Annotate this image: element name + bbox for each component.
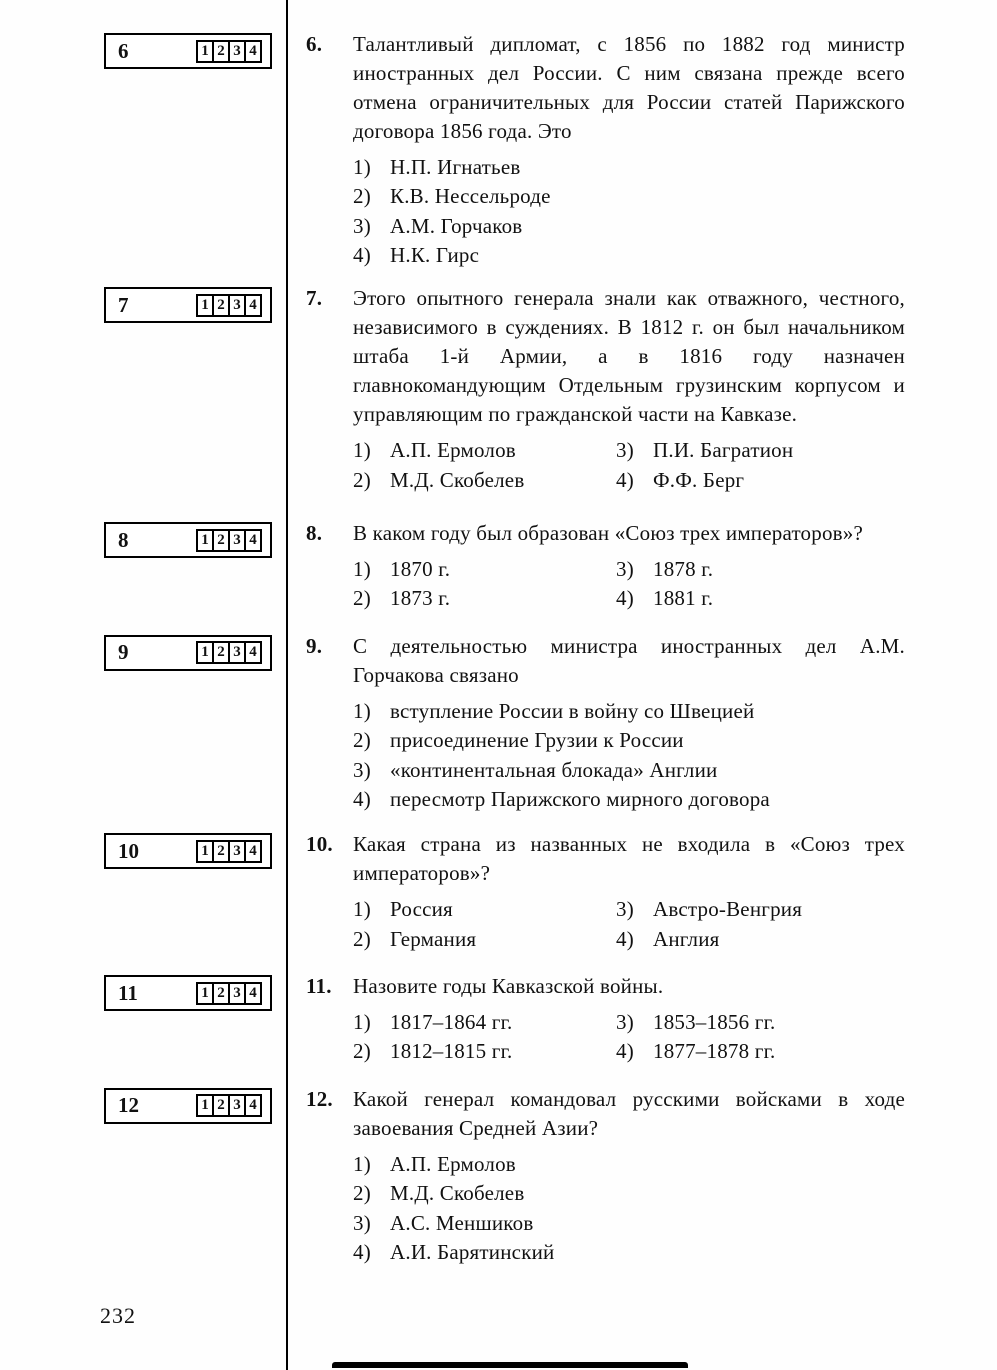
option-number: 3)	[353, 757, 371, 782]
question-block-11	[0, 972, 997, 1067]
option	[353, 466, 616, 495]
question-block-9	[0, 632, 997, 815]
question-number: 9.	[306, 633, 323, 658]
digit-cell-4: 4	[244, 641, 262, 664]
answer-margin-cell	[0, 284, 286, 323]
option	[353, 925, 616, 954]
digit-cell-3: 3	[228, 529, 246, 552]
digit-cell-2: 2	[212, 840, 230, 863]
page-number: 232	[100, 1303, 136, 1328]
option-number: 4)	[616, 1039, 634, 1064]
digit-cell-2: 2	[212, 641, 230, 664]
option-number: 4)	[353, 786, 371, 811]
option	[353, 697, 905, 726]
option-number: 3)	[616, 438, 634, 463]
question-number: 10.	[306, 832, 333, 857]
question-paragraph	[306, 284, 905, 429]
question-paragraph	[306, 972, 905, 1001]
option-number: 4)	[353, 1239, 371, 1264]
option-text: 1878 г.	[653, 557, 714, 582]
option-number: 4)	[616, 926, 634, 951]
option-text: А.И. Барятинский	[390, 1239, 555, 1264]
option	[353, 182, 905, 211]
question-paragraph	[306, 519, 905, 548]
digit-cell-3: 3	[228, 294, 246, 317]
question-text: Какая страна из названных не входила в «Союз трех императоров»?	[353, 832, 905, 886]
option	[353, 241, 905, 270]
answer-box-8	[104, 522, 272, 558]
answer-digit-cells	[196, 294, 262, 317]
digit-cell-1: 1	[196, 1094, 214, 1117]
answer-box-number: 11	[118, 980, 138, 1005]
answer-box-10	[104, 833, 272, 869]
digit-cell-4: 4	[244, 529, 262, 552]
question-body	[286, 30, 997, 270]
option-text: 1881 г.	[653, 586, 714, 611]
option	[353, 785, 905, 814]
answer-digit-cells	[196, 529, 262, 552]
answer-digit-cells	[196, 840, 262, 863]
question-number: 7.	[306, 286, 323, 311]
question-block-8	[0, 519, 997, 614]
question-text: Этого опытного генерала знали как отважного, честного, независимого в суждениях. В 1812 г. он был начальником штаба 1-й Армии, а в 1816 году назначен главнокомандующим Отдельным грузинским корпусом и управляющим по гражданской части на Кавказе.	[353, 286, 905, 427]
question-block-6	[0, 30, 997, 270]
option-text: Австро-Венгрия	[653, 897, 803, 922]
option-text: 1812–1815 гг.	[390, 1039, 513, 1064]
question-paragraph	[306, 830, 905, 888]
option-number: 4)	[616, 467, 634, 492]
answer-margin-cell	[0, 830, 286, 869]
answer-digit-cells	[196, 1094, 262, 1117]
question-text: Какой генерал командовал русскими войсками в ходе завоевания Средней Азии?	[353, 1086, 905, 1140]
option	[616, 1037, 905, 1066]
option-number: 1)	[353, 557, 371, 582]
option	[353, 1238, 905, 1267]
digit-cell-4: 4	[244, 1094, 262, 1117]
option-text: «континентальная блокада» Англии	[390, 757, 718, 782]
option	[353, 1179, 905, 1208]
option	[353, 756, 905, 785]
answer-margin-cell	[0, 972, 286, 1011]
option-text: М.Д. Скобелев	[390, 1181, 525, 1206]
digit-cell-2: 2	[212, 982, 230, 1005]
digit-cell-3: 3	[228, 982, 246, 1005]
answer-box-number: 7	[118, 292, 129, 317]
answer-box-6	[104, 33, 272, 69]
option	[353, 1209, 905, 1238]
question-number: 11.	[306, 974, 332, 999]
question-paragraph	[306, 30, 905, 146]
question-text: Талантливый дипломат, с 1856 по 1882 год министр иностранных дел России. С ним связана прежде всего отмена ограничительных для России статей Парижского договора 1856 года. Это	[353, 32, 905, 143]
option-number: 4)	[353, 243, 371, 268]
option-number: 2)	[353, 1039, 371, 1064]
answer-margin-cell	[0, 519, 286, 558]
option-number: 1)	[353, 897, 371, 922]
answer-digit-cells	[196, 982, 262, 1005]
question-text: С деятельностью министра иностранных дел А.М. Горчакова связано	[353, 633, 905, 687]
option-text: Н.К. Гирс	[390, 243, 480, 268]
option-text: П.И. Багратион	[653, 438, 794, 463]
option-number: 3)	[353, 1210, 371, 1235]
question-number: 12.	[306, 1086, 333, 1111]
option-number: 1)	[353, 1151, 371, 1176]
option-text: Германия	[390, 926, 477, 951]
digit-cell-2: 2	[212, 40, 230, 63]
digit-cell-1: 1	[196, 982, 214, 1005]
option-text: 1873 г.	[390, 586, 451, 611]
option-number: 2)	[353, 586, 371, 611]
option	[353, 726, 905, 755]
option-number: 2)	[353, 728, 371, 753]
answer-margin-cell	[0, 30, 286, 69]
option-text: А.П. Ермолов	[390, 438, 516, 463]
questions-area	[0, 30, 997, 1267]
option-number: 2)	[353, 467, 371, 492]
option	[353, 584, 616, 613]
option-text: М.Д. Скобелев	[390, 467, 525, 492]
answer-digit-cells	[196, 40, 262, 63]
option	[353, 1008, 616, 1037]
option-number: 3)	[616, 897, 634, 922]
option	[616, 466, 905, 495]
option	[353, 555, 616, 584]
answer-box-9	[104, 635, 272, 671]
question-paragraph	[306, 632, 905, 690]
question-body	[286, 284, 997, 495]
question-body	[286, 1085, 997, 1268]
digit-cell-1: 1	[196, 40, 214, 63]
option-number: 4)	[616, 586, 634, 611]
option	[616, 895, 905, 924]
scan-artifact-line	[332, 1362, 688, 1368]
option-number: 3)	[616, 557, 634, 582]
option	[616, 925, 905, 954]
answer-digit-cells	[196, 641, 262, 664]
answer-box-12	[104, 1088, 272, 1124]
option-number: 2)	[353, 926, 371, 951]
options-list	[353, 697, 905, 815]
option-text: Ф.Ф. Берг	[653, 467, 745, 492]
answer-box-number: 12	[118, 1093, 139, 1118]
option-text: Россия	[390, 897, 453, 922]
option	[353, 1150, 905, 1179]
option	[616, 436, 905, 465]
digit-cell-3: 3	[228, 641, 246, 664]
option-number: 3)	[616, 1010, 634, 1034]
option	[353, 1037, 616, 1066]
answer-box-number: 6	[118, 38, 129, 63]
option-text: К.В. Нессельроде	[390, 184, 551, 209]
digit-cell-4: 4	[244, 40, 262, 63]
option	[353, 153, 905, 182]
digit-cell-4: 4	[244, 982, 262, 1005]
option	[616, 1008, 905, 1037]
digit-cell-4: 4	[244, 840, 262, 863]
options-list	[353, 1008, 905, 1067]
question-body	[286, 519, 997, 614]
options-list	[353, 895, 905, 954]
answer-margin-cell	[0, 632, 286, 671]
options-list	[353, 555, 905, 614]
question-paragraph	[306, 1085, 905, 1143]
options-list	[353, 1150, 905, 1268]
digit-cell-3: 3	[228, 40, 246, 63]
option-text: Н.П. Игнатьев	[390, 154, 521, 179]
answer-margin-cell	[0, 1085, 286, 1124]
option-text: присоединение Грузии к России	[390, 728, 684, 753]
question-number: 6.	[306, 32, 323, 56]
answer-box-7	[104, 287, 272, 323]
option-text: вступление России в войну со Швецией	[390, 698, 755, 723]
option-number: 1)	[353, 1010, 371, 1034]
option	[353, 212, 905, 241]
option-text: 1817–1864 гг.	[390, 1010, 513, 1034]
option-number: 2)	[353, 184, 371, 209]
question-block-12	[0, 1085, 997, 1268]
option	[616, 555, 905, 584]
option-text: 1870 г.	[390, 557, 451, 582]
option-text: 1853–1856 гг.	[653, 1010, 776, 1034]
digit-cell-2: 2	[212, 1094, 230, 1117]
digit-cell-1: 1	[196, 529, 214, 552]
option-number: 3)	[353, 213, 371, 238]
option-text: Англия	[653, 926, 720, 951]
option-text: А.С. Меншиков	[390, 1210, 534, 1235]
question-text: Назовите годы Кавказской войны.	[353, 974, 664, 999]
digit-cell-1: 1	[196, 641, 214, 664]
option	[616, 584, 905, 613]
question-number: 8.	[306, 521, 323, 546]
question-body	[286, 632, 997, 815]
digit-cell-4: 4	[244, 294, 262, 317]
option-number: 1)	[353, 698, 371, 723]
option	[353, 436, 616, 465]
options-list	[353, 436, 905, 495]
option-text: 1877–1878 гг.	[653, 1039, 776, 1064]
question-block-7	[0, 284, 997, 495]
digit-cell-2: 2	[212, 529, 230, 552]
option	[353, 895, 616, 924]
question-block-10	[0, 830, 997, 954]
digit-cell-1: 1	[196, 840, 214, 863]
digit-cell-3: 3	[228, 1094, 246, 1117]
options-list	[353, 153, 905, 271]
digit-cell-2: 2	[212, 294, 230, 317]
option-text: А.П. Ермолов	[390, 1151, 516, 1176]
answer-box-number: 9	[118, 640, 129, 665]
option-text: А.М. Горчаков	[390, 213, 523, 238]
question-body	[286, 972, 997, 1067]
digit-cell-1: 1	[196, 294, 214, 317]
option-number: 2)	[353, 1181, 371, 1206]
answer-box-11	[104, 975, 272, 1011]
digit-cell-3: 3	[228, 840, 246, 863]
question-text: В каком году был образован «Союз трех императоров»?	[353, 521, 863, 546]
option-text: пересмотр Парижского мирного договора	[390, 786, 770, 811]
option-number: 1)	[353, 154, 371, 179]
answer-box-number: 10	[118, 838, 139, 863]
answer-box-number: 8	[118, 527, 129, 552]
question-body	[286, 830, 997, 954]
option-number: 1)	[353, 438, 371, 463]
